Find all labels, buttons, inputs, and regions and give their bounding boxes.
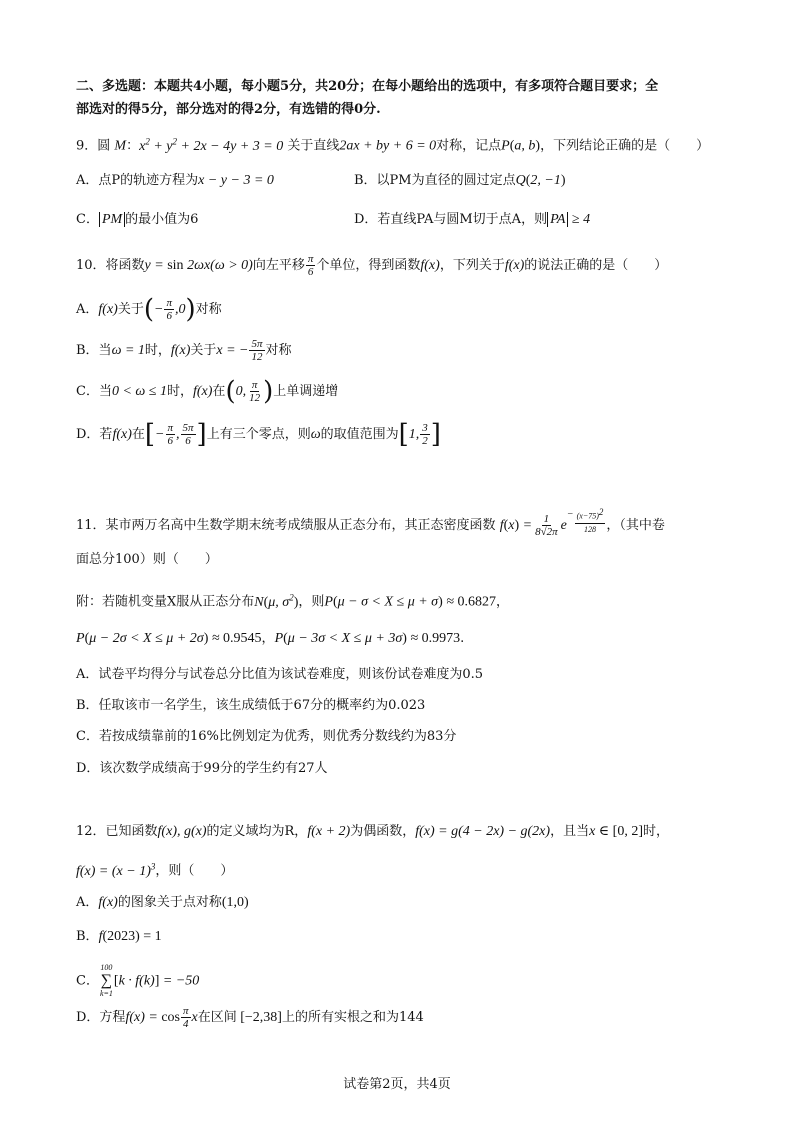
- q12-option-c: C． 100 ∑ k=1 [k · f(k)] = −50: [76, 963, 200, 998]
- q10-option-d: D．若f(x)在[− $\frac{\pi}{6}$ , $\frac{5\pi}{6}$ ]上有三个零点，则ω的取值范围为[1, $\frac{3}{2}$ ]: [76, 419, 441, 450]
- q11-option-a: A．试卷平均得分与试卷总分比值为该试卷难度，则该份试卷难度为0.5: [76, 667, 484, 682]
- q10-option-c: C．当0 < ω ≤ 1时，f(x)在(0, $\frac{\pi}{12}$ )上单调递增: [76, 376, 339, 407]
- q9-options-row1: [76, 172, 716, 190]
- q9-option-d: D．若直线PA与圆M切于点A，则 PA ≥ 4: [354, 212, 591, 227]
- q9-option-c: C． PM 的最小值为6: [76, 212, 199, 227]
- q10-option-b: B．当ω = 1时，f(x)关于x = − $\frac{5\pi}{12}$ 对称: [76, 338, 292, 363]
- q9-option-a: A．点P的轨迹方程为x − y − 3 = 0: [76, 173, 274, 188]
- page-footer: 试卷第2页，共4页: [343, 1077, 451, 1092]
- q11-option-c: C．若按成绩靠前的16%比例划定为优秀，则优秀分数线约为83分: [76, 729, 457, 744]
- q12-option-b: B．f(2023) = 1: [76, 929, 162, 944]
- q9-option-b: B．以PM为直径的圆过定点Q(2, −1): [354, 173, 566, 188]
- section-title-line1: 二、多选题：本题共4小题，每小题5分，共20分；在每小题给出的选项中，有多项符合题目要求；全: [76, 79, 659, 94]
- q10-option-a: A．f(x)关于(− $\frac{\pi}{6}$ ,0)对称: [76, 294, 222, 325]
- q10-stem: 10．将函数y = sin 2ωx(ω > 0)向左平移 $\frac{\pi}{6}$ 个单位，得到函数f(x)，下列关于f(x)的说法正确的是（ ）: [76, 253, 668, 278]
- q12-stem-line2: $f(x) = (x - 1)^3$，则（ ）: [76, 861, 234, 879]
- q9-options-row2: [76, 211, 716, 229]
- q12-option-a: A．f(x)的图象关于点对称(1,0): [76, 895, 249, 910]
- q12-stem: 12．已知函数f(x), g(x)的定义域均为R，f(x + 2)为偶函数，f(x) = g(4 − 2x) − g(2x)，且当x ∈ [0, 2]时，: [76, 824, 669, 839]
- section-title-line2: 部选对的得5分，部分选对的得2分，有选错的得0分.: [76, 102, 381, 117]
- q11-stem-line2: 面总分100）则（ ）: [76, 552, 218, 567]
- q12-option-d: D．方程f(x) = cos $\frac{\pi}{4}$ x在区间 [−2,38]上的所有实根之和为144: [76, 1005, 424, 1030]
- q11-note-line2: P(μ − 2σ < X ≤ μ + 2σ) ≈ 0.9545，P(μ − 3σ < X ≤ μ + 3σ) ≈ 0.9973.: [76, 631, 465, 646]
- q9-stem: 9．圆 M：$x^2 + y^2 + 2x - 4y + 3 = 0$ 关于直线2ax + by + 6 = 0对称，记点P(a, b)，下列结论正确的是（ ）: [76, 136, 710, 154]
- q11-note-line1: 附：若随机变量X服从正态分布N(μ, $\sigma^2$)，则P(μ − σ < X ≤ μ + σ) ≈ 0.6827，: [76, 592, 509, 610]
- q11-stem: 11．某市两万名高中生数学期末统考成绩服从正态分布，其正态密度函数 f(x) = $\frac{1}{8√2\pi}$ e− $\frac{(x-75)^2}{128}$ ，（其中卷: [76, 507, 665, 538]
- q11-option-b: B．任取该市一名学生，该生成绩低于67分的概率约为0.023: [76, 698, 426, 713]
- q11-option-d: D．该次数学成绩高于99分的学生约有27人: [76, 761, 328, 776]
